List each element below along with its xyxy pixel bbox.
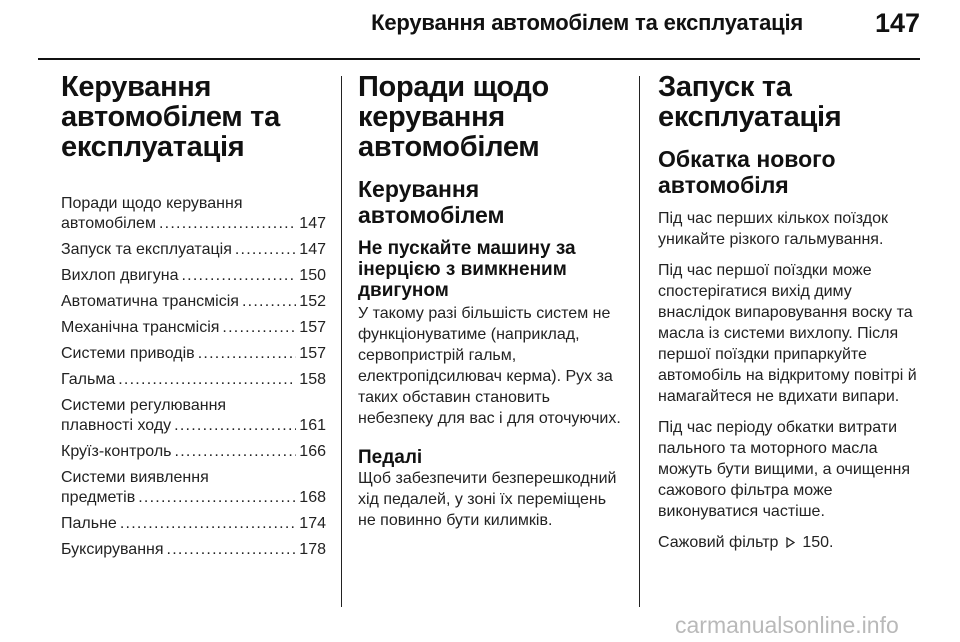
toc-entry[interactable] [61,396,326,436]
toc-dot-leader [174,416,296,436]
header-divider [38,58,920,60]
toc-dot-leader [222,318,296,338]
toc-entry-label: предметів [61,489,136,506]
toc-entry-page: 174 [299,515,326,532]
toc-entry-label: Пальне [61,515,117,532]
toc-entry-page: 166 [299,443,326,460]
toc-dot-leader [159,214,296,234]
toc-entry-page: 168 [299,489,326,506]
section-heading-driving-hints: Поради щодо керування автомобілем [358,71,549,163]
toc-entry[interactable] [61,370,326,390]
toc-entry-row [61,540,326,560]
toc-entry[interactable] [61,318,326,338]
toc-entry[interactable] [61,194,326,234]
toc-entry-row [61,442,326,462]
toc-entry-label: Круїз-контроль [61,443,172,460]
toc-entry-page: 147 [299,241,326,258]
toc-entry-label: Автоматична трансмісія [61,293,239,310]
toc-entry-row [61,514,326,534]
toc-entry-row [61,266,326,286]
toc-entry-page: 161 [299,417,326,434]
table-of-contents [61,194,326,560]
toc-entry[interactable] [61,514,326,534]
heading-pedals: Педалі [358,447,423,468]
toc-entry-page: 152 [299,293,326,310]
starting-operating-column [658,72,920,563]
toc-entry[interactable] [61,442,326,462]
toc-entry-label-line1: Системи виявлення [61,469,209,486]
toc-entry-row [61,344,326,364]
toc-entry[interactable] [61,266,326,286]
toc-entry-row [61,240,326,260]
toc-dot-leader [167,540,297,560]
cross-reference[interactable] [658,532,920,553]
toc-entry-page: 157 [299,319,326,336]
toc-entry-row [61,488,326,508]
driving-hints-column [358,72,623,531]
toc-entry-page: 158 [299,371,326,388]
toc-entry-row [61,370,326,390]
toc-entry-row [61,214,326,234]
toc-entry-label: Системи приводів [61,345,195,362]
cross-reference-label: Сажовий фільтр [658,534,779,551]
toc-dot-leader [118,370,296,390]
toc-dot-leader [175,442,297,462]
paragraph-smoke: Під час першої поїздки може спостерігатися вихід диму внаслідок випаровування воску та масла із системи вихлопу. Після першої поїздки припаркуйте автомобіль на відкритому повітрі й намагайтеся не вдихати випари. [658,262,917,405]
page-reference-arrow-icon [786,537,795,548]
toc-entry[interactable] [61,344,326,364]
toc-entry-page: 157 [299,345,326,362]
toc-entry-page: 150 [299,267,326,284]
subheading-new-vehicle-running-in: Обкатка нового автомобіля [658,146,836,198]
chapter-contents-column [61,72,326,566]
toc-entry-label: Буксирування [61,541,164,558]
toc-entry-label-line1: Системи регулювання [61,397,227,414]
text-no-coasting: У такому разі більшість систем не функціонуватиме (наприклад, сервопристрій гальм, електропідсилювач керма). Рух за таких обставин становить небезпеку для вас і для оточуючих. [358,305,621,427]
toc-entry-page: 178 [299,541,326,558]
subheading-control-of-vehicle: Керування автомобілем [358,176,505,228]
toc-entry-row [61,292,326,312]
toc-entry[interactable] [61,540,326,560]
toc-dot-leader [235,240,296,260]
text-pedals: Щоб забезпечити безперешкодний хід педалей, у зоні їх переміщень не повинно бути килимків. [358,470,617,529]
watermark: carmanualsonline.info [675,612,899,638]
toc-entry[interactable] [61,468,326,508]
toc-entry[interactable] [61,292,326,312]
toc-entry-label: Механічна трансмісія [61,319,220,336]
toc-entry-label-line1: Поради щодо керування [61,195,243,212]
chapter-heading: Керування автомобілем та експлуатація [61,71,280,163]
heading-no-coasting: Не пускайте машину за інерцією з вимкненим двигуном [358,238,576,301]
toc-dot-leader [138,488,296,508]
toc-entry[interactable] [61,240,326,260]
toc-entry-page: 147 [299,215,326,232]
running-header-title: Керування автомобілем та експлуатація [371,10,803,35]
toc-entry-label: плавності ходу [61,417,172,434]
toc-dot-leader [120,514,296,534]
toc-dot-leader [181,266,296,286]
toc-dot-leader [198,344,297,364]
toc-entry-row [61,416,326,436]
column-divider-1 [341,76,342,607]
toc-entry-label: Гальма [61,371,116,388]
page-number: 147 [874,8,920,38]
toc-entry-label: Вихлоп двигуна [61,267,179,284]
toc-dot-leader [242,292,296,312]
toc-entry-label: автомобілем [61,215,156,232]
paragraph-braking: Під час перших кількох поїздок уникайте різкого гальмування. [658,210,888,248]
section-heading-starting-operating: Запуск та експлуатація [658,71,842,133]
cross-reference-page: 150. [802,534,834,551]
column-divider-2 [639,76,640,607]
toc-entry-label: Запуск та експлуатація [61,241,232,258]
paragraph-fuel-consumption: Під час періоду обкатки витрати пального та моторного масла можуть бути вищими, а очищення сажового фільтра може виконуватися частіше. [658,419,910,520]
toc-entry-row [61,318,326,338]
